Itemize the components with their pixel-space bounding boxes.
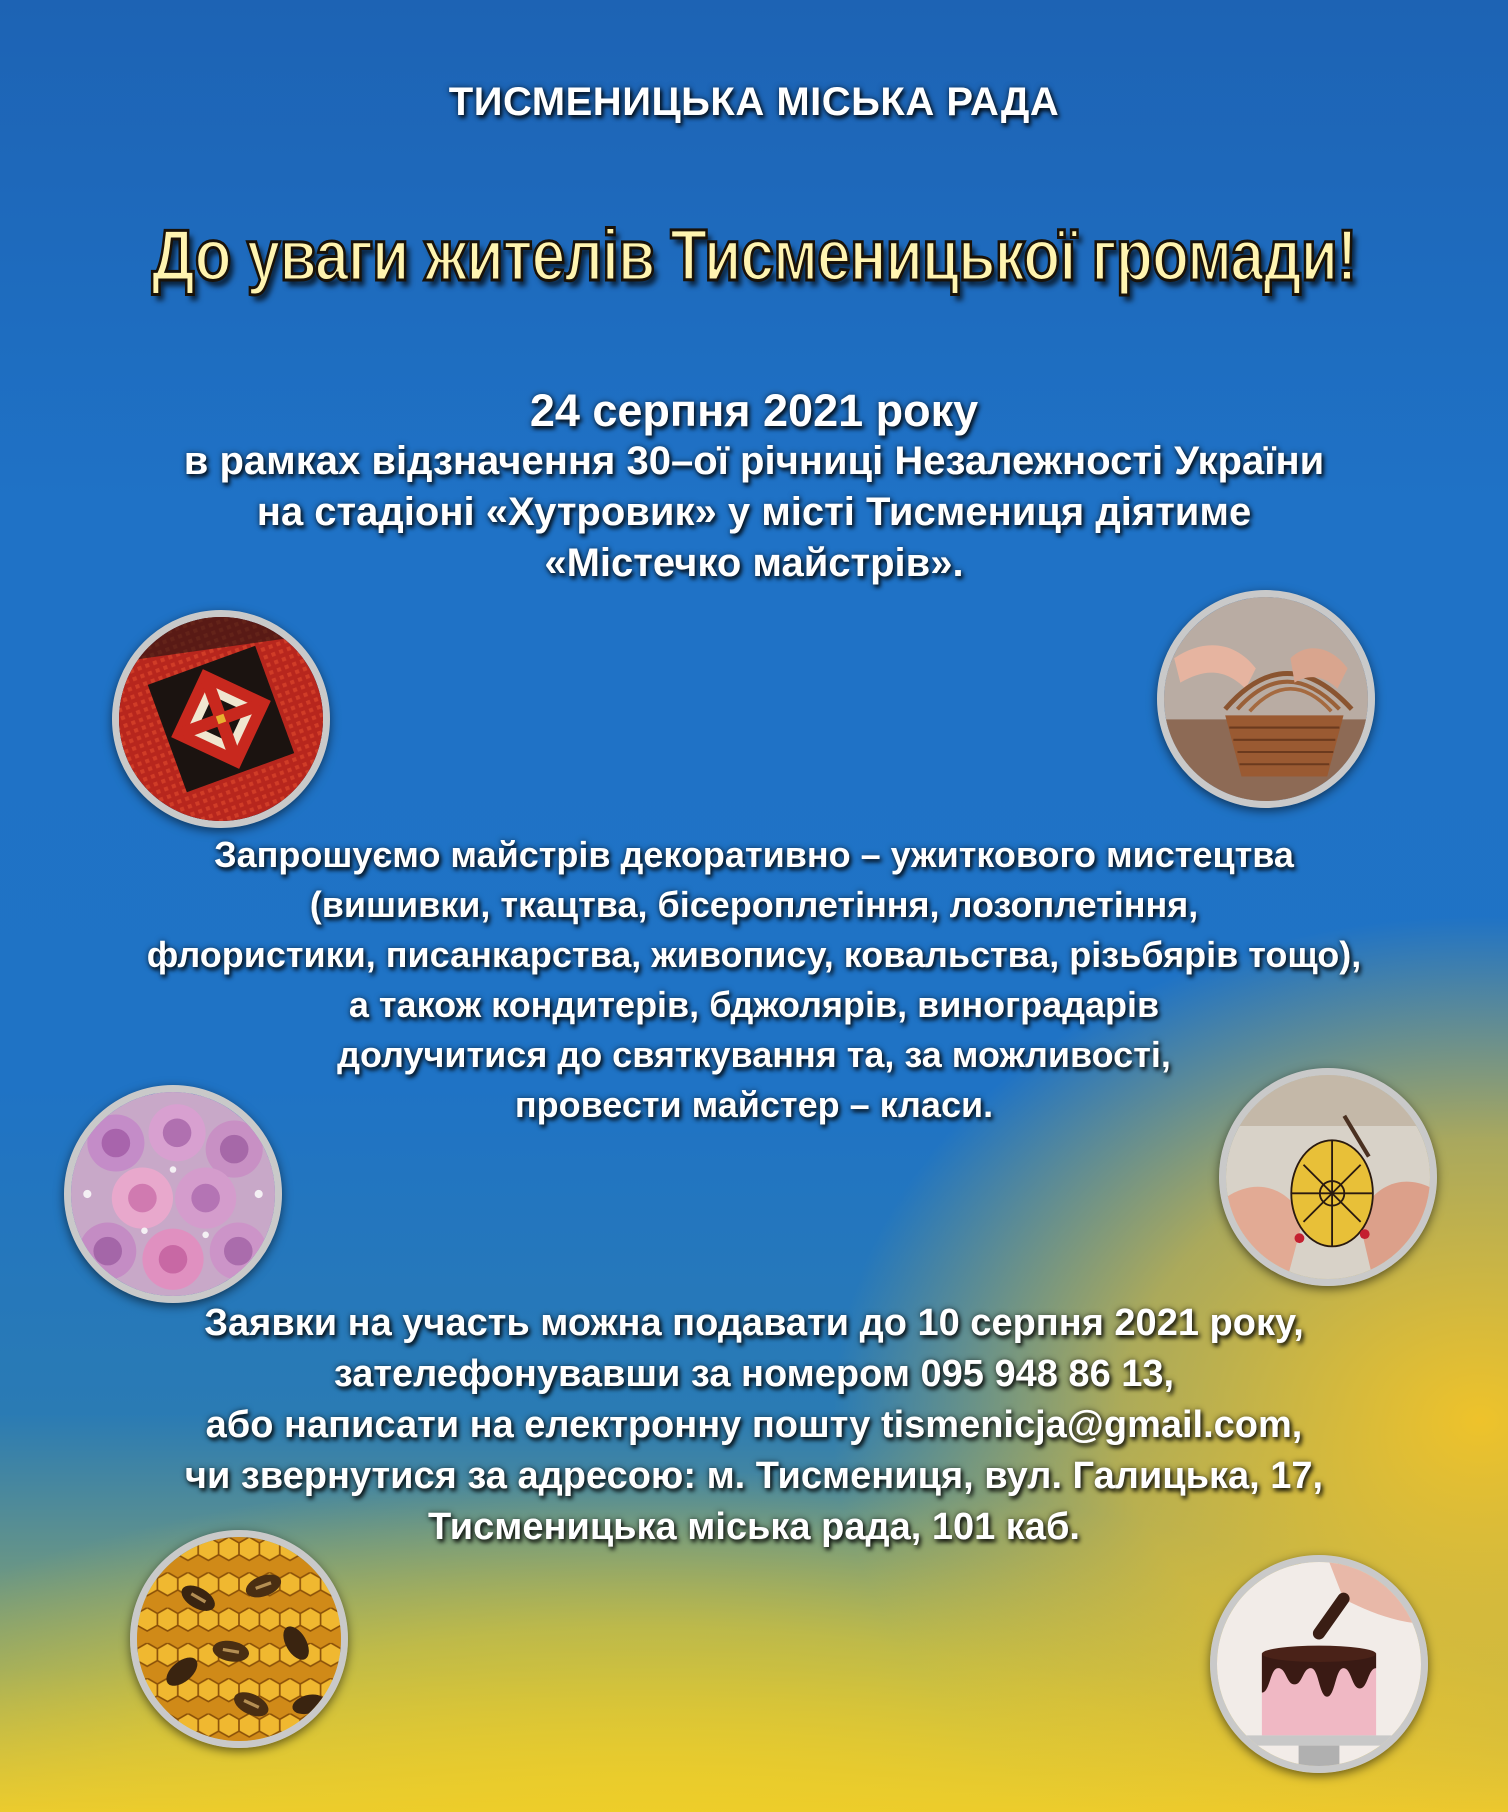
- basket-weaving-photo: [1157, 590, 1375, 808]
- bees-honeycomb-photo: [130, 1530, 348, 1748]
- event-line: на стадіоні «Хутровик» у місті Тисмениця діятиме: [256, 490, 1252, 534]
- invitation-line: флористики, писанкарства, живопису, ковальства, різьбярів тощо),: [146, 934, 1362, 975]
- event-line: в рамках відзначення 30–ої річниці Незалежності України: [183, 439, 1325, 483]
- application-line: чи звернутися за адресою: м. Тисмениця, вул. Галицька, 17,: [184, 1455, 1324, 1497]
- application-line: Тисменицька міська рада, 101 каб.: [428, 1506, 1080, 1548]
- invitation-line: Запрошуємо майстрів декоративно – ужиткового мистецтва: [214, 834, 1294, 875]
- decorated-cake-photo: [1210, 1555, 1428, 1773]
- invitation-line: а також кондитерів, бджолярів, виноградарів: [348, 984, 1160, 1025]
- event-announcement: [0, 385, 1508, 589]
- embroidery-photo: [112, 610, 330, 828]
- headline: До уваги жителів Тисменицької громади!: [151, 216, 1357, 296]
- application-line: або написати на електронну пошту tismenicja@gmail.com,: [205, 1404, 1303, 1446]
- event-line: «Містечко майстрів».: [544, 541, 964, 585]
- invitation-line: провести майстер – класи.: [514, 1084, 994, 1125]
- invitation-line: (вишивки, ткацтва, бісероплетіння, лозоплетіння,: [309, 884, 1199, 925]
- event-date: 24 серпня 2021 року: [529, 385, 979, 436]
- pysanka-painting-photo: [1219, 1068, 1437, 1286]
- roses-bouquet-photo: [64, 1085, 282, 1303]
- application-line: зателефонувавши за номером 095 948 86 13,: [333, 1353, 1175, 1395]
- application-info: [0, 1298, 1508, 1553]
- organization-title: ТИСМЕНИЦЬКА МІСЬКА РАДА: [448, 80, 1060, 124]
- application-line: Заявки на участь можна подавати до 10 серпня 2021 року,: [204, 1302, 1304, 1344]
- invitation-line: долучитися до святкування та, за можливості,: [337, 1034, 1171, 1075]
